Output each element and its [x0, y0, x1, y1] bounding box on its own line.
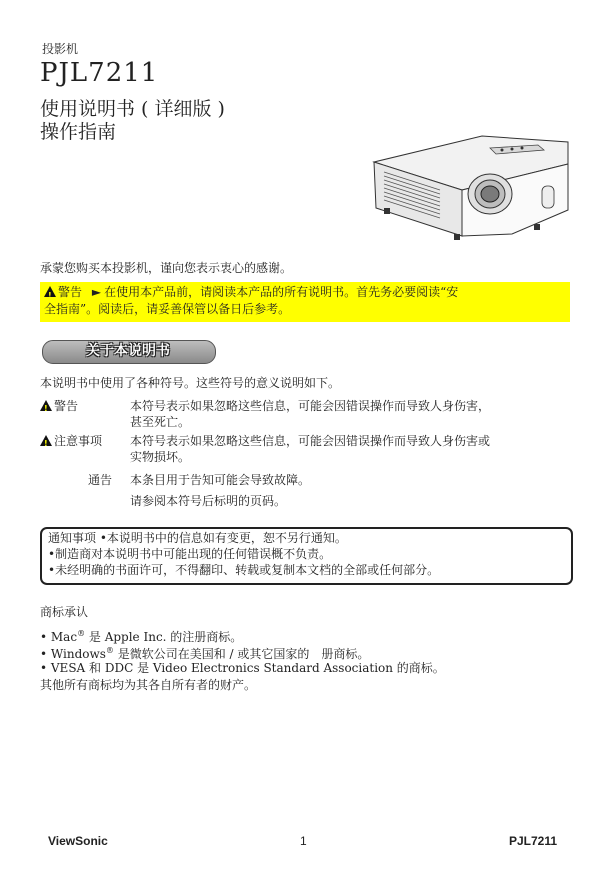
desc-line: 本符号表示如果忽略这些信息，可能会因错误操作而导致人身伤害或 — [130, 434, 491, 448]
registered-mark: ® — [77, 629, 86, 638]
arrow-right-icon: ► — [91, 285, 102, 299]
document-category: 投影机 — [42, 42, 79, 56]
notice-line-2: •制造商对本说明书中可能出现的任何错误概不负责。 — [48, 547, 332, 561]
thanks-message: 承蒙您购买本投影机，谨向您表示衷心的感谢。 — [40, 261, 293, 275]
desc-line: 实物损坏。 — [130, 450, 191, 464]
trademark-item — [40, 660, 570, 676]
notice-text — [48, 530, 568, 578]
trademark-text: • Windows — [40, 647, 106, 661]
symbol-caution-term — [40, 433, 102, 449]
manual-subtitle: 操作指南 — [40, 121, 117, 143]
trademark-footer: 其他所有商标均为其各自所有者的财产。 — [40, 678, 257, 692]
footer-brand: ViewSonic — [48, 834, 108, 848]
trademark-heading: 商标承认 — [40, 605, 89, 619]
notice-line-1: •本说明书中的信息如有变更，恕不另行通知。 — [99, 531, 347, 545]
caution-triangle-icon — [40, 435, 52, 446]
symbol-notice-desc: 本条目用于告知可能会导致故障。 — [130, 473, 311, 487]
projector-illustration — [362, 128, 574, 246]
manual-title: 使用说明书 ( 详细版 ) — [40, 98, 225, 120]
section-intro: 本说明书中使用了各种符号。这些符号的意义说明如下。 — [40, 376, 341, 390]
symbol-page-ref-desc: 请参阅本符号后标明的页码。 — [130, 494, 287, 508]
desc-line: 本符号表示如果忽略这些信息，可能会因错误操作而导致人身伤害， — [130, 399, 491, 413]
notice-label: 通知事项 — [48, 531, 97, 545]
symbol-caution-desc — [130, 433, 570, 465]
trademark-text: 是微软公司在美国和 / 或其它国家的 册商标。 — [113, 647, 370, 661]
warning-banner — [44, 284, 566, 318]
symbol-notice-term: 通告 — [88, 473, 113, 487]
warning-triangle-icon — [44, 286, 56, 297]
notice-line-3: •未经明确的书面许可，不得翻印、转载或复制本文档的全部或任何部分。 — [48, 563, 440, 577]
model-name: PJL7211 — [40, 58, 159, 88]
warning-label: 警告 — [58, 285, 83, 299]
warning-line-1: 在使用本产品前，请阅读本产品的所有说明书。首先务必要阅读“安 — [104, 285, 459, 299]
desc-line: 甚至死亡。 — [130, 415, 191, 429]
page-number: 1 — [300, 834, 307, 848]
section-title: 关于本说明书 — [86, 343, 170, 359]
trademark-text: • VESA 和 DDC 是 Video Electronics Standard Association 的商标。 — [40, 661, 445, 675]
symbol-term-label: 警告 — [54, 399, 79, 413]
warning-triangle-icon — [40, 400, 52, 411]
trademark-text: 是 Apple Inc. 的注册商标。 — [85, 630, 243, 644]
registered-mark: ® — [105, 646, 114, 655]
symbol-warning-term — [40, 398, 78, 414]
warning-line-2: 全指南”。阅读后，请妥善保管以备日后参考。 — [44, 302, 291, 316]
symbol-warning-desc — [130, 398, 570, 430]
symbol-term-label: 注意事项 — [54, 434, 103, 448]
footer-model: PJL7211 — [509, 834, 558, 848]
trademark-text: • Mac — [40, 630, 78, 644]
